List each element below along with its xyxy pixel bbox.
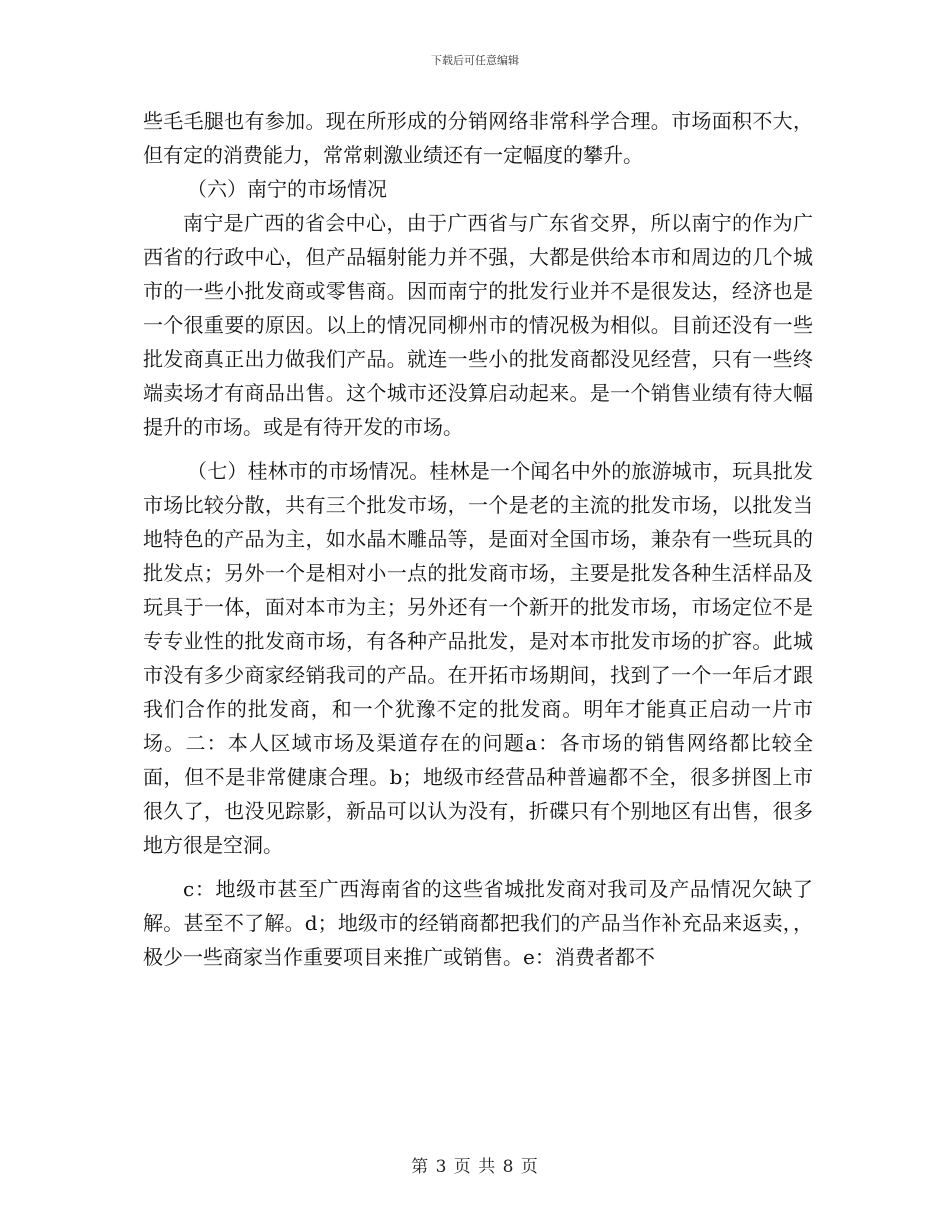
- section-heading-nanning: （六）南宁的市场情况: [187, 177, 387, 201]
- document-body: [143, 104, 813, 974]
- page-number-footer: 第 3 页 共 8 页: [411, 1157, 539, 1177]
- paragraph-guilin: （七）桂林市的市场情况。桂林是一个闻名中外的旅游城市，玩具批发市场比较分散，共有三个批发市场，一个是老的主流的批发市场，以批发当地特色的产品为主，如水晶木雕品等，是面对全国市场，兼杂有一些玩具的批发点；另外一个是相对小一点的批发商市场，主要是批发各种生活样品及玩具于一体，面对本市为主；另外还有一个新开的批发市场，市场定位不是专专业性的批发商市场，有各种产品批发，是对本市批发市场的扩容。此城市没有多少商家经销我司的产品。在开拓市场期间，找到了一个一年后才跟我们合作的批发商，和一个犹豫不定的批发商。明年才能真正启动一片市场。二：本人区域市场及渠道存在的问题a：各市场的销售网络都比较全面，但不是非常健康合理。b；地级市经营品种普遍都不全，很多拼图上市很久了，也没见踪影，新品可以认为没有，折碟只有个别地区有出售，很多地方很是空洞。: [143, 459, 813, 857]
- page-header: 下载后可任意编辑: [431, 54, 519, 67]
- paragraph-continuation: 些毛毛腿也有参加。现在所形成的分销网络非常科学合理。市场面积不大，但有定的消费能力，常常刺激业绩还有一定幅度的攀升。: [143, 109, 813, 167]
- paragraph-nanning: 南宁是广西的省会中心，由于广西省与广东省交界，所以南宁的作为广西省的行政中心，但产品辐射能力并不强，大都是供给本市和周边的几个城市的一些小批发商或零售商。因而南宁的批发行业并不是很发达，经济也是一个很重要的原因。以上的情况同柳州市的情况极为相似。目前还没有一些批发商真正出力做我们产品。就连一些小的批发商都没见经营，只有一些终端卖场才有商品出售。这个城市还没算启动起来。是一个销售业绩有待大幅提升的市场。或是有待开发的市场。: [143, 211, 813, 439]
- paragraph-issues-cde: c：地级市甚至广西海南省的这些省城批发商对我司及产品情况欠缺了解。甚至不了解。d；地级市的经销商都把我们的产品当作补充品来返卖，，极少一些商家当作重要项目来推广或销售。e：消费者都不: [143, 877, 813, 969]
